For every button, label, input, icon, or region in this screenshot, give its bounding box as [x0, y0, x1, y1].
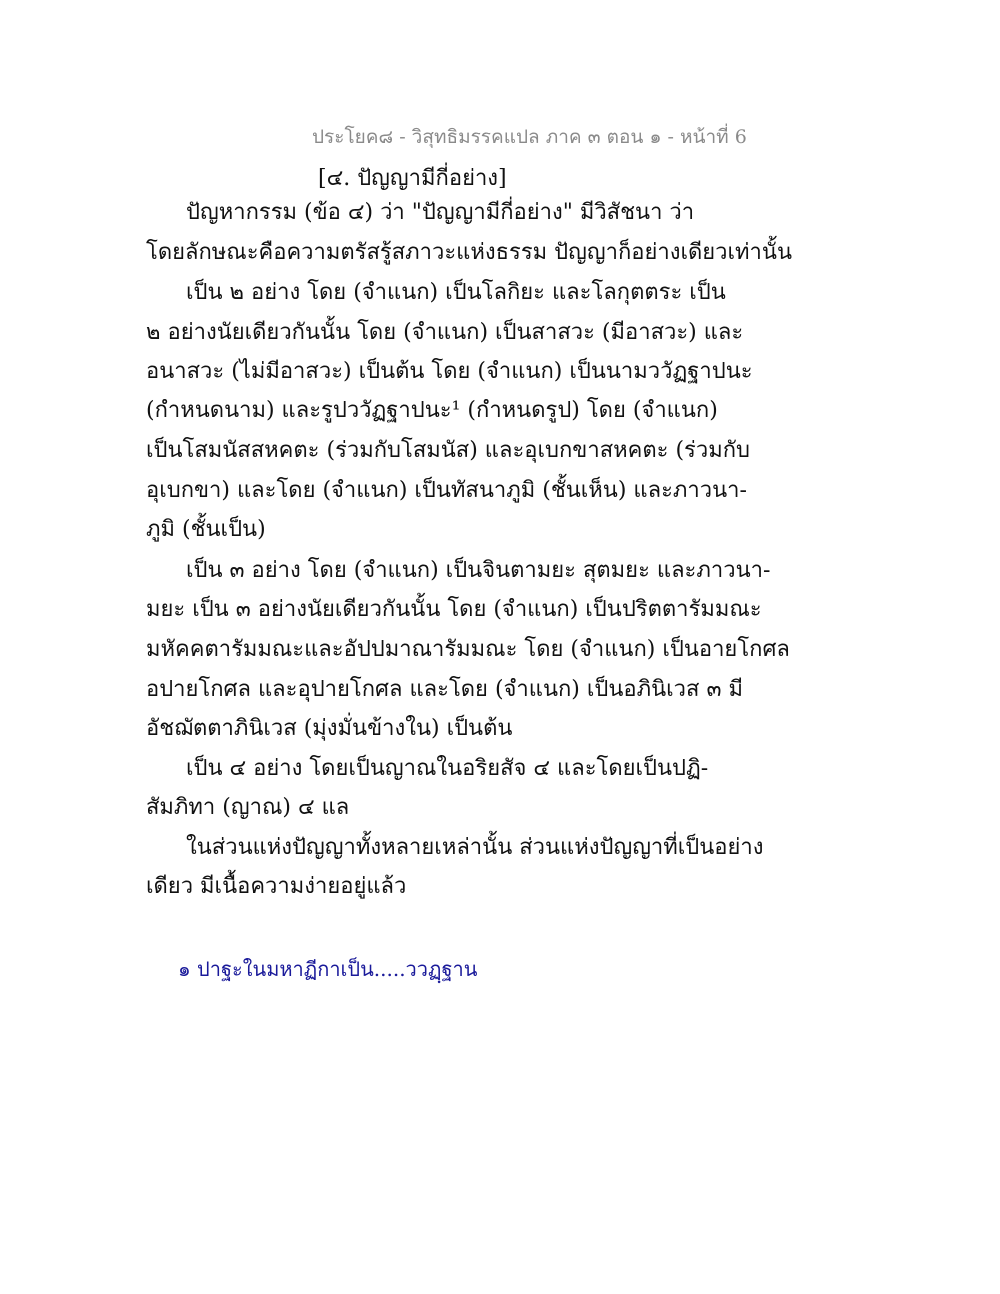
body-line: อนาสวะ (ไม่มีอาสวะ) เป็นต้น โดย (จำแนก) เป็นนามววัฏฐาปนะ	[146, 359, 753, 384]
body-line: เดียว มีเนื้อความง่ายอยู่แล้ว	[146, 874, 407, 899]
body-line: สัมภิทา (ญาณ) ๔ แล	[146, 795, 350, 820]
footnote: ๑ ปาฐะในมหาฏีกาเป็น.....ววฏฺฐาน	[178, 957, 478, 981]
body-line: อปายโกศล และอุปายโกศล และโดย (จำแนก) เป็นอภินิเวส ๓ มี	[146, 677, 743, 702]
body-line: เป็น ๓ อย่าง โดย (จำแนก) เป็นจินตามยะ สุตมยะ และภาวนา-	[186, 558, 771, 583]
body-line: ในส่วนแห่งปัญญาทั้งหลายเหล่านั้น ส่วนแห่งปัญญาที่เป็นอย่าง	[186, 835, 764, 860]
body-line: เป็นโสมนัสสหคตะ (ร่วมกับโสมนัส) และอุเบกขาสหคตะ (ร่วมกับ	[146, 438, 750, 463]
body-line: เป็น ๔ อย่าง โดยเป็นญาณในอริยสัจ ๔ และโดยเป็นปฏิ-	[186, 756, 709, 781]
section-heading: [๔. ปัญญามีกี่อย่าง]	[318, 166, 507, 191]
body-line: เป็น ๒ อย่าง โดย (จำแนก) เป็นโลกิยะ และโลกุตตระ เป็น	[186, 280, 726, 305]
body-line: อัชฌัตตาภินิเวส (มุ่งมั่นข้างใน) เป็นต้น	[146, 716, 513, 741]
running-header: ประโยค๘ - วิสุทธิมรรคแปล ภาค ๓ ตอน ๑ - หน้าที่ 6	[312, 126, 747, 148]
body-line: ๒ อย่างนัยเดียวกันนั้น โดย (จำแนก) เป็นสาสวะ (มีอาสวะ) และ	[146, 320, 744, 345]
body-line: (กำหนดนาม) และรูปววัฏฐาปนะ¹ (กำหนดรูป) โดย (จำแนก)	[146, 398, 718, 423]
body-line: โดยลักษณะคือความตรัสรู้สภาวะแห่งธรรม ปัญญาก็อย่างเดียวเท่านั้น	[146, 240, 792, 265]
body-line: มยะ เป็น ๓ อย่างนัยเดียวกันนั้น โดย (จำแนก) เป็นปริตตารัมมณะ	[146, 597, 762, 622]
body-line: มหัคคตารัมมณะและอัปปมาณารัมมณะ โดย (จำแนก) เป็นอายโกศล	[146, 637, 790, 662]
body-line: ภูมิ (ชั้นเป็น)	[146, 517, 266, 542]
body-line: อุเบกขา) และโดย (จำแนก) เป็นทัสนาภูมิ (ชั้นเห็น) และภาวนา-	[146, 478, 747, 503]
body-line: ปัญหากรรม (ข้อ ๔) ว่า "ปัญญามีกี่อย่าง" มีวิสัชนา ว่า	[186, 200, 695, 225]
